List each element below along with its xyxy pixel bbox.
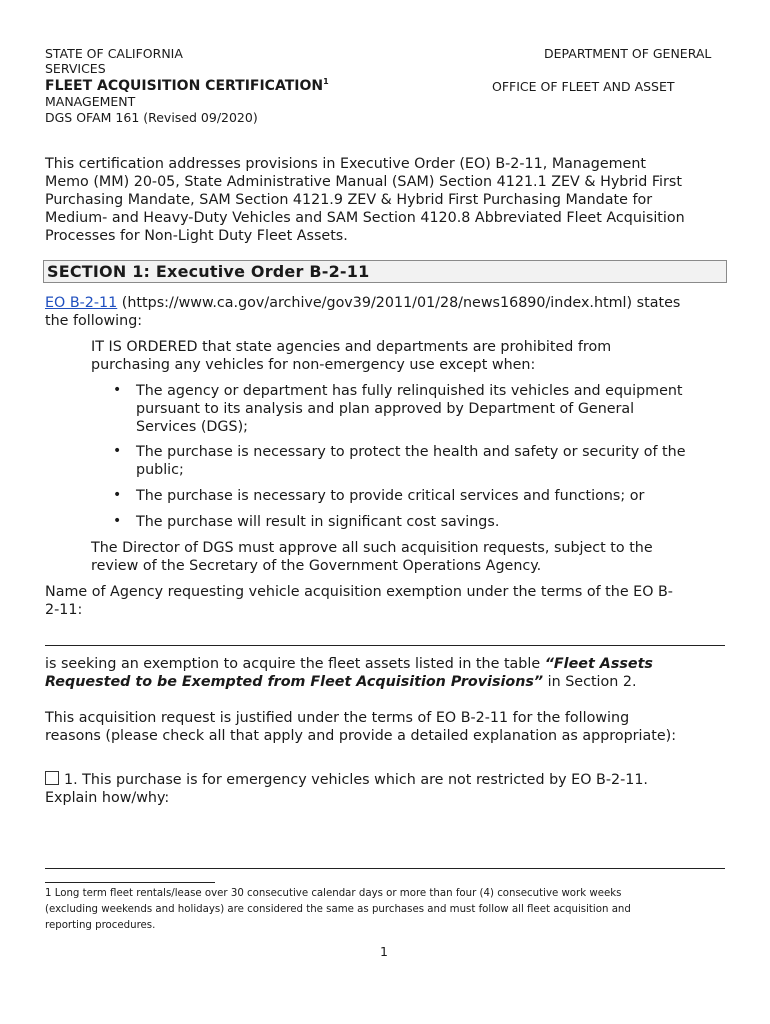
bullet-item-3: The purchase is necessary to provide critical services and functions; or: [136, 488, 645, 504]
section-1-title: SECTION 1: Executive Order B-2-11: [47, 262, 370, 281]
option-1: 1. This purchase is for emergency vehicles which are not restricted by EO B-2-11. Explain how/why:: [45, 772, 648, 806]
agency-name-prompt: Name of Agency requesting vehicle acquisition exemption under the terms of the EO B- 2-11:: [45, 584, 673, 618]
form-title: FLEET ACQUISITION CERTIFICATION$^1$: [45, 77, 329, 94]
order-statement: IT IS ORDERED that state agencies and departments are prohibited from purchasing any vehicles for non-emergency use except when:: [91, 339, 612, 373]
justification-prompt: This acquisition request is justified under the terms of EO B-2-11 for the following reasons (please check all that apply and provide a detailed explanation as appropriate):: [45, 710, 677, 744]
agency-name-input-line[interactable]: [45, 645, 725, 646]
bullet-item-4: The purchase will result in significant cost savings.: [136, 514, 500, 530]
header-office: OFFICE OF FLEET AND ASSET: [492, 79, 675, 94]
bullet-icon: •: [113, 443, 122, 459]
emergency-vehicle-checkbox[interactable]: [45, 771, 59, 785]
bullet-icon: •: [113, 382, 122, 398]
form-id: DGS OFAM 161 (Revised 09/2020): [45, 110, 258, 125]
header-services: SERVICES: [45, 61, 106, 76]
section-1-header: [43, 260, 727, 283]
footnote: 1 Long term fleet rentals/lease over 30 consecutive calendar days or more than four (4) consecutive work weeks (excluding weekends and holidays) are considered the same as purchases and must follow all fleet acquisition and reporting procedures.: [45, 888, 631, 931]
bullet-item-2: The purchase is necessary to protect the health and safety or security of the public;: [136, 444, 686, 478]
footnote-ref: 1: [323, 77, 329, 86]
header-state: STATE OF CALIFORNIA: [45, 46, 183, 61]
bullet-item-1: The agency or department has fully relinquished its vehicles and equipment pursuant to its analysis and plan approved by Department of General Services (DGS);: [136, 383, 683, 435]
bullet-icon: •: [113, 513, 122, 529]
director-statement: The Director of DGS must approve all such acquisition requests, subject to the review of the Secretary of the Government Operations Agency.: [91, 540, 653, 574]
eo-b-2-11-link[interactable]: EO B-2-11: [45, 295, 118, 311]
footnote-separator: [45, 882, 215, 883]
exemption-statement: is seeking an exemption to acquire the fleet assets listed in the table “Fleet Assets Requested to be Exempted from Fleet Acquisition Provisions” in Section 2.: [45, 656, 653, 690]
header-department: DEPARTMENT OF GENERAL: [544, 46, 712, 61]
bullet-icon: •: [113, 487, 122, 503]
intro-paragraph: This certification addresses provisions in Executive Order (EO) B-2-11, Management Memo (MM) 20-05, State Administrative Manual (SAM) Section 4121.1 ZEV & Hybrid First Purchasing Mandate, SAM Section 4121.9 ZEV & Hybrid First Purchasing Mandate for Medium- and Heavy-Duty Vehicles and SAM Section 4120.8 Abbreviated Fleet Acquisition Processes for Non-Light Duty Fleet Assets.: [45, 156, 685, 244]
explanation-input-line[interactable]: [45, 868, 725, 869]
page-number: 1: [380, 944, 388, 959]
header-management: MANAGEMENT: [45, 94, 136, 109]
eo-reference: EO B-2-11 (https://www.ca.gov/archive/gov39/2011/01/28/news16890/index.html) states the following:: [45, 295, 681, 329]
